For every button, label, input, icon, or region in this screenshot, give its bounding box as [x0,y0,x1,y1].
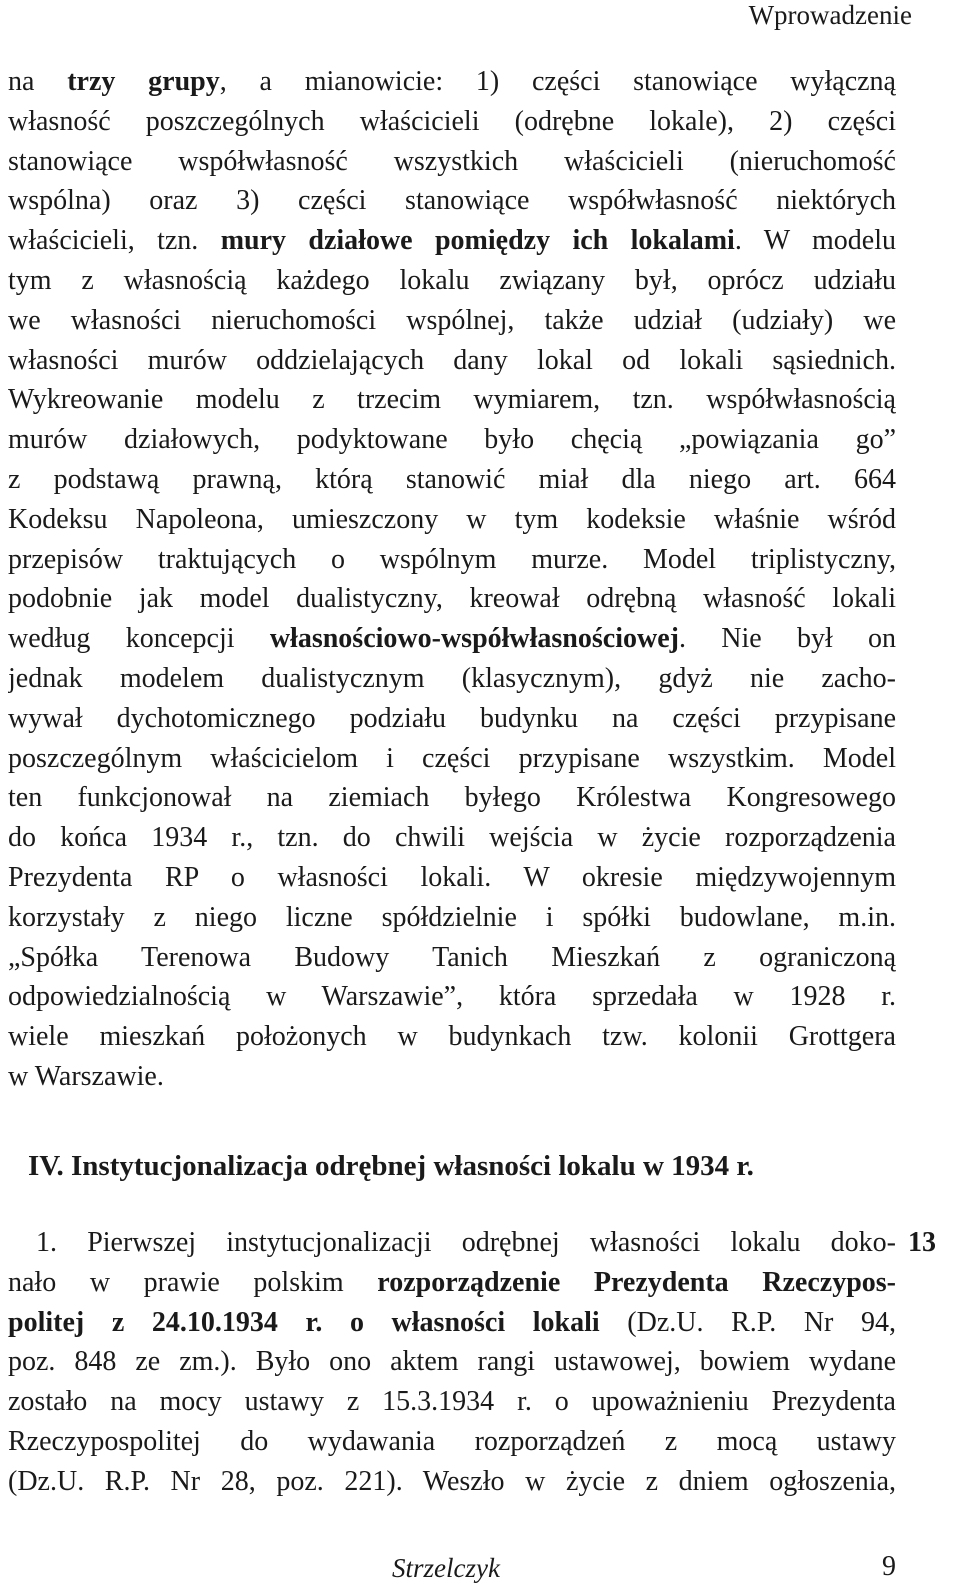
bold-term: trzy grupy [67,66,220,97]
text-line: poszczególnym właścicielom i części przypisane wszystkim. Model [8,742,896,774]
text-line: 1. Pierwszej instytucjonalizacji odrębnej własności lokalu doko- [36,1227,896,1258]
text-line: Wykreowanie modelu z trzecim wymiarem, tzn. współwłasnością [8,384,896,416]
bold-term: własnościowo-współwłasnościowej [269,623,679,655]
text-line: murów działowych, podyktowane było chęcią „powiązania go” [8,424,896,456]
text-line: podobnie jak model dualistyczny, kreował odrębną własność lokali [8,583,896,615]
bold-term: politej z 24.10.1934 r. o własności lokali [8,1306,600,1338]
text-line: wywał dychotomicznego podziału budynku na części przypisane [8,702,896,734]
bold-term: rozporządzenie Prezydenta Rzeczypos- [377,1266,896,1298]
text-line: ten funkcjonował na ziemiach byłego Królestwa Kongresowego [8,782,896,814]
text-line: przepisów traktujących o wspólnym murze. Model triplistyczny, [8,543,896,575]
text-line: korzystały z niego liczne spółdzielnie i spółki budowlane, m.in. [8,901,896,933]
text-line: z podstawą prawną, którą stanowić miał dla niego art. 664 [8,463,896,495]
section-paragraph [8,1223,896,1502]
text-line: wiele mieszkań położonych w budynkach tzw. kolonii Grottgera [8,1021,896,1053]
text-line: właścicieli, tzn. mury działowe pomiędzy ich lokalami. W modelu [8,225,896,257]
text-line: Prezydenta RP o własności lokali. W okresie międzywojennym [8,861,896,893]
text-line: do końca 1934 r., tzn. do chwili wejścia w życie rozporządzenia [8,822,896,854]
text-line: stanowiące współwłasność wszystkich właścicieli (nieruchomość [8,145,896,177]
text-line: Kodeksu Napoleona, umieszczony w tym kodeksie właśnie wśród [8,503,896,535]
text-line: politej z 24.10.1934 r. o własności lokali (Dz.U. R.P. Nr 94, [8,1306,896,1338]
text-line: na trzy grupy, a mianowicie: 1) części stanowiące wyłączną [8,66,896,97]
text-line: zostało na mocy ustawy z 15.3.1934 r. o upoważnieniu Prezydenta [8,1386,896,1418]
main-paragraph [8,62,896,1097]
text-line: nało w prawie polskim rozporządzenie Prezydenta Rzeczypos- [8,1266,896,1298]
text-line: jednak modelem dualistycznym (klasycznym), gdyż nie zacho- [8,662,896,694]
running-header: Wprowadzenie [748,0,912,30]
text-line: wspólna) oraz 3) części stanowiące współwłasność niektórych [8,185,896,217]
section-heading: IV. Instytucjonalizacja odrębnej własności lokalu w 1934 r. [28,1150,754,1182]
text-line: (Dz.U. R.P. Nr 28, poz. 221). Weszło w życie z dniem ogłoszenia, [8,1465,896,1497]
text-line: według koncepcji własnościowo-współwłasnościowej. Nie był on [8,623,896,655]
text-line: w Warszawie. [8,1060,164,1092]
footer-author: Strzelczyk [392,1553,500,1583]
text-line: tym z własnością każdego lokalu związany był, oprócz udziału [8,264,896,296]
text-line: we własności nieruchomości wspólnej, także udział (udziały) we [8,304,896,336]
page-number: 9 [882,1551,896,1582]
text-line: Rzeczypospolitej do wydawania rozporządzeń z mocą ustawy [8,1425,896,1457]
text-line: własności murów oddzielających dany lokal od lokali sąsiednich. [8,344,896,376]
margin-number: 13 [908,1227,936,1258]
text-line: odpowiedzialnością w Warszawie”, która sprzedała w 1928 r. [8,981,896,1013]
text-line: poz. 848 ze zm.). Było ono aktem rangi ustawowej, bowiem wydane [8,1346,896,1378]
text-line: własność poszczególnych właścicieli (odrębne lokale), 2) części [8,105,896,137]
text-line: „Spółka Terenowa Budowy Tanich Mieszkań z ograniczoną [8,941,896,973]
bold-term: mury działowe pomiędzy ich lokalami [220,225,735,257]
